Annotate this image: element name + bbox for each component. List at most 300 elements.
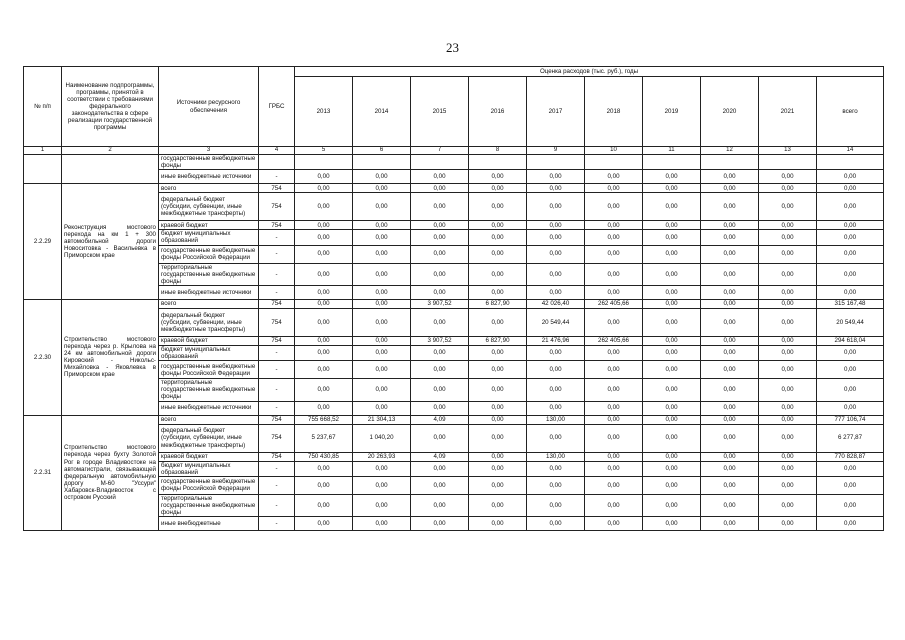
value-cell: 0,00: [817, 170, 884, 184]
value-cell: 0,00: [701, 361, 759, 379]
value-cell: 0,00: [469, 494, 527, 516]
value-cell: 0,00: [469, 285, 527, 299]
value-cell: 0,00: [643, 415, 701, 424]
value-cell: 0,00: [759, 184, 817, 193]
value-cell: 0,00: [817, 476, 884, 494]
value-cell: 0,00: [295, 308, 353, 336]
column-number: 12: [701, 147, 759, 155]
value-cell: 0,00: [817, 401, 884, 415]
value-cell: 0,00: [701, 379, 759, 401]
grbs-cell: -: [259, 263, 295, 285]
value-cell: 0,00: [701, 184, 759, 193]
value-cell: 0,00: [585, 517, 643, 531]
row-id-cell: 2.2.31: [24, 415, 62, 531]
value-cell: 0,00: [353, 517, 411, 531]
grbs-cell: -: [259, 401, 295, 415]
header-year: 2014: [353, 77, 411, 147]
row-name-cell: [62, 155, 159, 184]
value-cell: 0,00: [411, 401, 469, 415]
value-cell: 0,00: [469, 517, 527, 531]
value-cell: 0,00: [353, 184, 411, 193]
value-cell: 0,00: [527, 424, 585, 452]
source-cell: территориальные государственные внебюджетные фонды: [159, 379, 259, 401]
value-cell: 0,00: [295, 517, 353, 531]
value-cell: 0,00: [585, 361, 643, 379]
value-cell: 0,00: [353, 245, 411, 263]
value-cell: 0,00: [469, 401, 527, 415]
value-cell: 0,00: [527, 494, 585, 516]
value-cell: 130,00: [527, 415, 585, 424]
header-year: 2020: [701, 77, 759, 147]
value-cell: 0,00: [295, 193, 353, 221]
value-cell: 0,00: [643, 230, 701, 245]
value-cell: 0,00: [469, 221, 527, 230]
value-cell: 0,00: [643, 221, 701, 230]
source-cell: бюджет муниципальных образований: [159, 230, 259, 245]
grbs-cell: -: [259, 245, 295, 263]
value-cell: 262 405,66: [585, 336, 643, 345]
source-cell: иные внебюджетные источники: [159, 170, 259, 184]
value-cell: [353, 155, 411, 170]
value-cell: 0,00: [411, 193, 469, 221]
value-cell: 0,00: [701, 336, 759, 345]
grbs-cell: 754: [259, 184, 295, 193]
column-number: 4: [259, 147, 295, 155]
column-number: 8: [469, 147, 527, 155]
value-cell: [817, 155, 884, 170]
value-cell: 0,00: [353, 461, 411, 476]
grbs-cell: -: [259, 494, 295, 516]
value-cell: [527, 155, 585, 170]
value-cell: 0,00: [585, 401, 643, 415]
value-cell: 0,00: [469, 230, 527, 245]
value-cell: [469, 155, 527, 170]
source-cell: федеральный бюджет (субсидии, субвенции, иные межбюджетные трансферты): [159, 308, 259, 336]
source-cell: бюджет муниципальных образований: [159, 461, 259, 476]
value-cell: 0,00: [817, 230, 884, 245]
value-cell: 0,00: [411, 245, 469, 263]
value-cell: 0,00: [817, 285, 884, 299]
value-cell: 0,00: [701, 308, 759, 336]
value-cell: 0,00: [295, 263, 353, 285]
value-cell: 0,00: [643, 285, 701, 299]
value-cell: 0,00: [295, 361, 353, 379]
value-cell: 0,00: [353, 361, 411, 379]
value-cell: 0,00: [411, 221, 469, 230]
value-cell: 0,00: [817, 193, 884, 221]
value-cell: 0,00: [411, 285, 469, 299]
grbs-cell: 754: [259, 193, 295, 221]
value-cell: 0,00: [643, 336, 701, 345]
grbs-cell: -: [259, 379, 295, 401]
value-cell: 0,00: [469, 452, 527, 461]
value-cell: 0,00: [759, 401, 817, 415]
value-cell: 6 827,90: [469, 336, 527, 345]
value-cell: 0,00: [411, 345, 469, 360]
value-cell: 315 167,48: [817, 299, 884, 308]
header-grbs: ГРБС: [259, 67, 295, 147]
value-cell: 0,00: [585, 170, 643, 184]
value-cell: 0,00: [817, 184, 884, 193]
value-cell: 0,00: [759, 476, 817, 494]
value-cell: 0,00: [411, 170, 469, 184]
grbs-cell: -: [259, 461, 295, 476]
value-cell: 0,00: [469, 476, 527, 494]
header-estimate: Оценка расходов (тыс. руб.), годы: [295, 67, 884, 77]
column-number: 1: [24, 147, 62, 155]
value-cell: 0,00: [817, 494, 884, 516]
column-number: 6: [353, 147, 411, 155]
value-cell: 0,00: [643, 494, 701, 516]
value-cell: [643, 155, 701, 170]
value-cell: 0,00: [527, 517, 585, 531]
value-cell: 0,00: [759, 452, 817, 461]
grbs-cell: [259, 155, 295, 170]
value-cell: 0,00: [585, 461, 643, 476]
value-cell: 0,00: [585, 379, 643, 401]
value-cell: 0,00: [759, 461, 817, 476]
column-number: 11: [643, 147, 701, 155]
value-cell: 0,00: [643, 401, 701, 415]
value-cell: 0,00: [817, 245, 884, 263]
source-cell: краевой бюджет: [159, 221, 259, 230]
value-cell: 0,00: [759, 221, 817, 230]
value-cell: 0,00: [817, 517, 884, 531]
value-cell: [585, 155, 643, 170]
value-cell: 750 430,85: [295, 452, 353, 461]
value-cell: 0,00: [701, 476, 759, 494]
value-cell: 0,00: [353, 193, 411, 221]
value-cell: 0,00: [817, 361, 884, 379]
value-cell: 0,00: [585, 230, 643, 245]
value-cell: 0,00: [701, 193, 759, 221]
value-cell: 21 476,96: [527, 336, 585, 345]
value-cell: 20 549,44: [527, 308, 585, 336]
source-cell: бюджет муниципальных образований: [159, 345, 259, 360]
source-cell: федеральный бюджет (субсидии, субвенции, иные межбюджетные трансферты): [159, 193, 259, 221]
value-cell: 0,00: [527, 476, 585, 494]
value-cell: 0,00: [295, 221, 353, 230]
source-cell: государственные внебюджетные фонды Российской Федерации: [159, 361, 259, 379]
grbs-cell: 754: [259, 221, 295, 230]
header-name: Наименование подпрограммы, программы, принятой в соответствии с требованиями федерального законодательства в сфере реализации государственной программы: [62, 67, 159, 147]
value-cell: 0,00: [353, 401, 411, 415]
row-id-cell: 2.2.30: [24, 299, 62, 415]
value-cell: 0,00: [469, 345, 527, 360]
value-cell: 0,00: [411, 230, 469, 245]
value-cell: [759, 155, 817, 170]
source-cell: территориальные государственные внебюджетные фонды: [159, 494, 259, 516]
value-cell: 0,00: [701, 401, 759, 415]
value-cell: 0,00: [353, 336, 411, 345]
value-cell: 0,00: [643, 345, 701, 360]
value-cell: 0,00: [411, 494, 469, 516]
grbs-cell: 754: [259, 415, 295, 424]
value-cell: 0,00: [353, 299, 411, 308]
value-cell: 0,00: [411, 184, 469, 193]
value-cell: 0,00: [527, 230, 585, 245]
header-total: всего: [817, 77, 884, 147]
value-cell: 0,00: [469, 308, 527, 336]
header-sources: Источники ресурсного обеспечения: [159, 67, 259, 147]
value-cell: 0,00: [701, 517, 759, 531]
source-cell: государственные внебюджетные фонды: [159, 155, 259, 170]
value-cell: 0,00: [643, 461, 701, 476]
value-cell: 0,00: [643, 424, 701, 452]
grbs-cell: -: [259, 230, 295, 245]
value-cell: 0,00: [759, 285, 817, 299]
row-name-cell: Реконструкция мостового перехода на км 1 + 300 автомобильной дороги Новоситовка - Васильевка в Приморском крае: [62, 184, 159, 300]
value-cell: 0,00: [701, 263, 759, 285]
value-cell: 0,00: [585, 263, 643, 285]
value-cell: 0,00: [759, 336, 817, 345]
source-cell: территориальные государственные внебюджетные фонды: [159, 263, 259, 285]
value-cell: 0,00: [585, 285, 643, 299]
value-cell: 0,00: [759, 379, 817, 401]
value-cell: 0,00: [585, 184, 643, 193]
grbs-cell: -: [259, 476, 295, 494]
value-cell: 130,00: [527, 452, 585, 461]
value-cell: 20 263,93: [353, 452, 411, 461]
value-cell: 0,00: [353, 170, 411, 184]
grbs-cell: -: [259, 285, 295, 299]
header-year: 2015: [411, 77, 469, 147]
value-cell: 0,00: [759, 494, 817, 516]
column-number: 13: [759, 147, 817, 155]
value-cell: 0,00: [527, 285, 585, 299]
source-cell: всего: [159, 415, 259, 424]
value-cell: 0,00: [527, 221, 585, 230]
value-cell: [411, 155, 469, 170]
value-cell: 0,00: [295, 476, 353, 494]
value-cell: 0,00: [469, 461, 527, 476]
column-number: 3: [159, 147, 259, 155]
value-cell: 0,00: [759, 170, 817, 184]
value-cell: [295, 155, 353, 170]
value-cell: 0,00: [527, 361, 585, 379]
value-cell: 0,00: [701, 170, 759, 184]
row-id-cell: 2.2.29: [24, 184, 62, 300]
source-cell: всего: [159, 299, 259, 308]
source-cell: государственные внебюджетные фонды Российской Федерации: [159, 476, 259, 494]
value-cell: 0,00: [527, 193, 585, 221]
value-cell: 0,00: [701, 221, 759, 230]
value-cell: 0,00: [469, 415, 527, 424]
value-cell: 1 040,20: [353, 424, 411, 452]
column-number: 7: [411, 147, 469, 155]
value-cell: 0,00: [585, 476, 643, 494]
value-cell: 0,00: [585, 221, 643, 230]
value-cell: 0,00: [411, 461, 469, 476]
row-name-cell: Строительство мостового перехода через бухту Золотой Рог в городе Владивостоке на автомагистрали, связывающей федеральную автомобильную дорогу М-60 "Уссури" Хабаровск-Владивосток с островом Русский: [62, 415, 159, 531]
value-cell: 0,00: [585, 424, 643, 452]
value-cell: 0,00: [701, 230, 759, 245]
header-num: № п/п: [24, 67, 62, 147]
value-cell: 0,00: [701, 415, 759, 424]
value-cell: 0,00: [527, 170, 585, 184]
value-cell: 0,00: [643, 452, 701, 461]
value-cell: 0,00: [643, 245, 701, 263]
header-year: 2019: [643, 77, 701, 147]
value-cell: 0,00: [701, 245, 759, 263]
value-cell: 0,00: [353, 476, 411, 494]
value-cell: 0,00: [759, 361, 817, 379]
value-cell: 0,00: [759, 299, 817, 308]
value-cell: 0,00: [295, 184, 353, 193]
value-cell: 0,00: [701, 424, 759, 452]
table-row: [24, 299, 884, 308]
value-cell: 0,00: [295, 230, 353, 245]
value-cell: 0,00: [759, 415, 817, 424]
value-cell: 0,00: [759, 308, 817, 336]
value-cell: 0,00: [353, 230, 411, 245]
value-cell: 0,00: [353, 379, 411, 401]
value-cell: 0,00: [643, 517, 701, 531]
value-cell: 0,00: [643, 476, 701, 494]
value-cell: 0,00: [585, 245, 643, 263]
value-cell: [701, 155, 759, 170]
value-cell: 0,00: [701, 461, 759, 476]
value-cell: 0,00: [643, 263, 701, 285]
row-id-cell: [24, 155, 62, 184]
grbs-cell: 754: [259, 299, 295, 308]
value-cell: 0,00: [817, 345, 884, 360]
table-body: [24, 155, 884, 531]
grbs-cell: -: [259, 170, 295, 184]
value-cell: 0,00: [411, 308, 469, 336]
value-cell: 21 304,13: [353, 415, 411, 424]
header-year: 2018: [585, 77, 643, 147]
header-year: 2016: [469, 77, 527, 147]
source-cell: всего: [159, 184, 259, 193]
source-cell: государственные внебюджетные фонды Российской Федерации: [159, 245, 259, 263]
value-cell: 20 549,44: [817, 308, 884, 336]
value-cell: 3 907,52: [411, 299, 469, 308]
value-cell: 0,00: [759, 345, 817, 360]
value-cell: 0,00: [353, 494, 411, 516]
value-cell: 4,09: [411, 452, 469, 461]
value-cell: 5 237,67: [295, 424, 353, 452]
value-cell: 0,00: [469, 184, 527, 193]
grbs-cell: 754: [259, 308, 295, 336]
value-cell: 0,00: [295, 336, 353, 345]
value-cell: 3 907,52: [411, 336, 469, 345]
value-cell: 0,00: [411, 361, 469, 379]
value-cell: 0,00: [759, 193, 817, 221]
value-cell: 0,00: [701, 285, 759, 299]
value-cell: 0,00: [353, 285, 411, 299]
value-cell: 0,00: [643, 379, 701, 401]
value-cell: 0,00: [701, 345, 759, 360]
value-cell: 0,00: [701, 494, 759, 516]
value-cell: 0,00: [643, 361, 701, 379]
grbs-cell: 754: [259, 424, 295, 452]
value-cell: 0,00: [643, 184, 701, 193]
value-cell: 0,00: [527, 461, 585, 476]
value-cell: 0,00: [295, 379, 353, 401]
value-cell: 0,00: [817, 221, 884, 230]
value-cell: 0,00: [469, 263, 527, 285]
value-cell: 0,00: [817, 461, 884, 476]
column-number: 5: [295, 147, 353, 155]
value-cell: 0,00: [585, 345, 643, 360]
source-cell: иные внебюджетные источники: [159, 285, 259, 299]
value-cell: 0,00: [585, 193, 643, 221]
value-cell: 0,00: [353, 263, 411, 285]
value-cell: 777 106,74: [817, 415, 884, 424]
value-cell: 0,00: [469, 170, 527, 184]
value-cell: 0,00: [585, 452, 643, 461]
value-cell: 0,00: [295, 461, 353, 476]
grbs-cell: -: [259, 517, 295, 531]
value-cell: 262 405,66: [585, 299, 643, 308]
table-row: [24, 184, 884, 193]
value-cell: 0,00: [817, 379, 884, 401]
value-cell: 0,00: [585, 494, 643, 516]
column-number: 10: [585, 147, 643, 155]
value-cell: 0,00: [469, 379, 527, 401]
value-cell: 0,00: [527, 401, 585, 415]
column-number: 2: [62, 147, 159, 155]
value-cell: 0,00: [411, 517, 469, 531]
value-cell: 0,00: [701, 299, 759, 308]
value-cell: 0,00: [353, 345, 411, 360]
value-cell: 0,00: [353, 308, 411, 336]
value-cell: 0,00: [469, 361, 527, 379]
value-cell: 0,00: [469, 245, 527, 263]
value-cell: 0,00: [759, 263, 817, 285]
value-cell: 0,00: [527, 184, 585, 193]
column-number: 9: [527, 147, 585, 155]
table-header: [24, 67, 884, 155]
value-cell: 0,00: [295, 401, 353, 415]
value-cell: 0,00: [759, 424, 817, 452]
value-cell: 0,00: [527, 379, 585, 401]
value-cell: 294 618,04: [817, 336, 884, 345]
page-number: 23: [446, 40, 459, 55]
value-cell: 0,00: [295, 345, 353, 360]
value-cell: 0,00: [411, 476, 469, 494]
value-cell: 0,00: [759, 245, 817, 263]
value-cell: 0,00: [643, 299, 701, 308]
value-cell: 0,00: [585, 415, 643, 424]
source-cell: иные внебюджетные источники: [159, 401, 259, 415]
grbs-cell: -: [259, 361, 295, 379]
source-cell: иные внебюджетные: [159, 517, 259, 531]
grbs-cell: 754: [259, 336, 295, 345]
value-cell: 0,00: [759, 230, 817, 245]
value-cell: 0,00: [527, 263, 585, 285]
grbs-cell: 754: [259, 452, 295, 461]
value-cell: 0,00: [411, 263, 469, 285]
grbs-cell: -: [259, 345, 295, 360]
budget-table: [23, 66, 884, 531]
value-cell: 0,00: [295, 170, 353, 184]
value-cell: 0,00: [469, 193, 527, 221]
value-cell: 0,00: [759, 517, 817, 531]
value-cell: 4,09: [411, 415, 469, 424]
table-row: [24, 415, 884, 424]
column-number: 14: [817, 147, 884, 155]
value-cell: 0,00: [817, 263, 884, 285]
value-cell: 0,00: [469, 424, 527, 452]
source-cell: федеральный бюджет (субсидии, субвенции, иные межбюджетные трансферты): [159, 424, 259, 452]
value-cell: 0,00: [295, 245, 353, 263]
value-cell: 6 277,87: [817, 424, 884, 452]
value-cell: 6 827,90: [469, 299, 527, 308]
value-cell: 755 668,52: [295, 415, 353, 424]
value-cell: 0,00: [295, 299, 353, 308]
